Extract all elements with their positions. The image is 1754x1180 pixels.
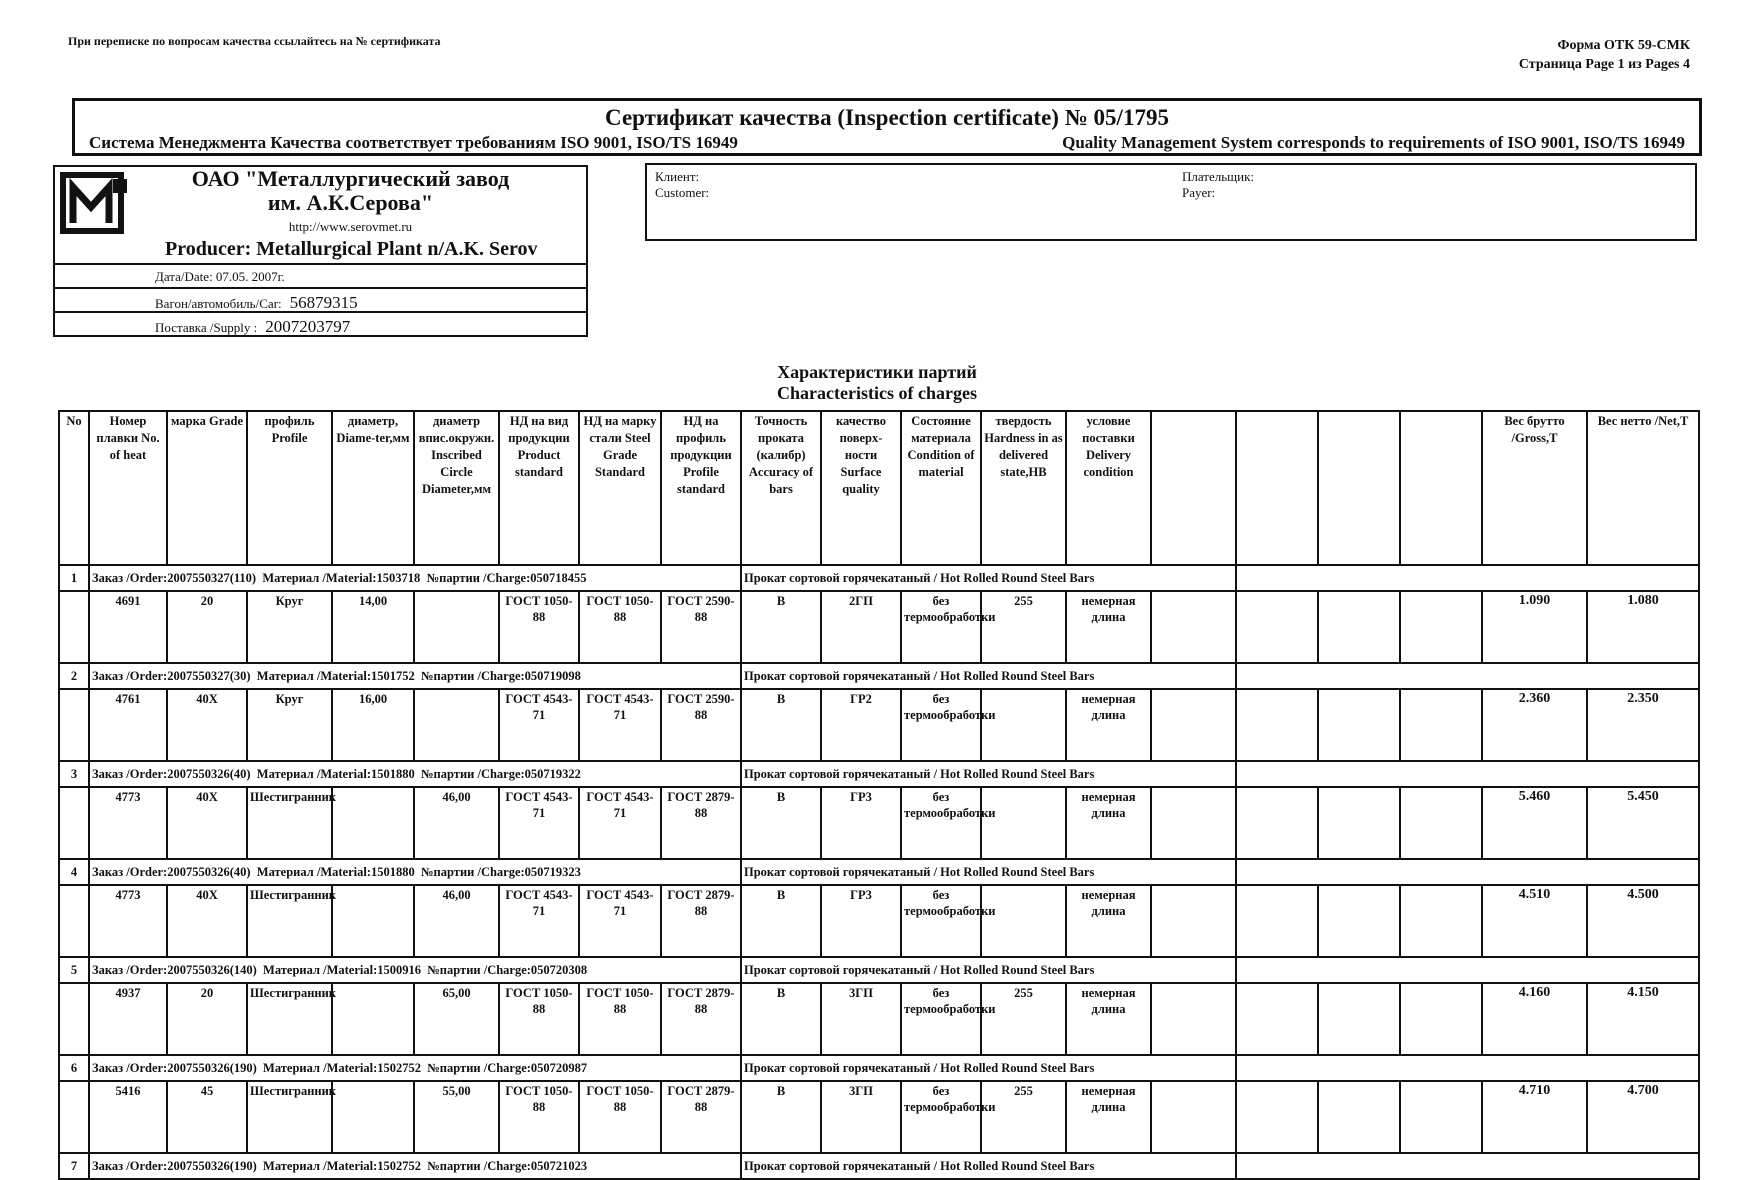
cell-hb	[981, 787, 1066, 859]
cell-prstd: ГОСТ 2879-88	[661, 1081, 741, 1153]
cell-gross: 2.360	[1482, 689, 1587, 761]
supply-value: 2007203797	[265, 317, 351, 336]
supply-label: Поставка /Supply :	[155, 320, 258, 335]
col-heat: Номер плавки No. of heat	[89, 411, 167, 565]
cell-gross: 4.160	[1482, 983, 1587, 1055]
row-number: 1	[59, 565, 89, 591]
cell-grade: 20	[167, 591, 247, 663]
cell-sstd: ГОСТ 4543-71	[579, 689, 661, 761]
col-accuracy: Точность проката (калибр) Accuracy of bars	[741, 411, 821, 565]
table-cell	[1400, 983, 1482, 1055]
date-row	[53, 265, 588, 289]
cell-heat: 4773	[89, 885, 167, 957]
order-row	[59, 859, 1699, 885]
producer-name-en: Producer: Metallurgical Plant n/A.K. Serov	[165, 238, 538, 260]
table-cell	[1400, 1081, 1482, 1153]
cell-heat: 5416	[89, 1081, 167, 1153]
table-row	[59, 983, 1699, 1055]
cell-prstd: ГОСТ 2590-88	[661, 591, 741, 663]
cell-deliv: немерная длина	[1066, 689, 1151, 761]
order-info	[89, 565, 741, 591]
row-number: 2	[59, 663, 89, 689]
order-row	[59, 1055, 1699, 1081]
material-number: Материал /Material:1501752	[256, 668, 415, 683]
cell-surf: ГР3	[821, 885, 901, 957]
table-cell	[1400, 591, 1482, 663]
table-cell	[1236, 689, 1318, 761]
cell-cond: без термообработки	[901, 787, 981, 859]
product-description: Прокат сортовой горячекатаный / Hot Rolled Round Steel Bars	[741, 957, 1236, 983]
col-empty	[1151, 411, 1236, 565]
col-net: Вес нетто /Net,T	[1587, 411, 1699, 565]
table-row	[59, 1081, 1699, 1153]
cell-net: 2.350	[1587, 689, 1699, 761]
table-cell	[1318, 983, 1400, 1055]
order-row-empty	[1236, 1055, 1699, 1081]
table-cell	[59, 983, 89, 1055]
charge-number: №партии /Charge:050718455	[426, 570, 587, 585]
col-profile-std: НД на профиль продукции Profile standard	[661, 411, 741, 565]
order-number: Заказ /Order:2007550326(190)	[92, 1158, 257, 1173]
cell-surf: 2ГП	[821, 591, 901, 663]
table-cell	[1151, 885, 1236, 957]
cell-pstd: ГОСТ 1050-88	[499, 983, 579, 1055]
table-cell	[1318, 591, 1400, 663]
cell-cond: без термообработки	[901, 885, 981, 957]
row-number: 5	[59, 957, 89, 983]
cell-deliv: немерная длина	[1066, 983, 1151, 1055]
cell-diameter	[332, 885, 414, 957]
table-cell	[1236, 983, 1318, 1055]
table-cell	[1400, 787, 1482, 859]
cell-net: 4.150	[1587, 983, 1699, 1055]
table-row	[59, 689, 1699, 761]
table-cell	[59, 591, 89, 663]
car-label: Вагон/автомобиль/Car:	[155, 296, 282, 311]
cell-acc: В	[741, 787, 821, 859]
product-description: Прокат сортовой горячекатаный / Hot Rolled Round Steel Bars	[741, 663, 1236, 689]
cell-grade: 45	[167, 1081, 247, 1153]
cell-diameter	[332, 983, 414, 1055]
order-info	[89, 1055, 741, 1081]
row-number: 3	[59, 761, 89, 787]
cell-acc: В	[741, 689, 821, 761]
cell-hb	[981, 885, 1066, 957]
material-number: Материал /Material:1501880	[256, 766, 415, 781]
table-cell	[1151, 1081, 1236, 1153]
col-steel-std: НД на марку стали Steel Grade Standard	[579, 411, 661, 565]
cell-surf: ГР3	[821, 787, 901, 859]
cell-profile: Шестигранник	[247, 983, 332, 1055]
form-info	[1519, 36, 1690, 74]
cell-grade: 40Х	[167, 885, 247, 957]
product-description: Прокат сортовой горячекатаный / Hot Rolled Round Steel Bars	[741, 859, 1236, 885]
table-cell	[1400, 689, 1482, 761]
col-condition: Состояние материала Condition of material	[901, 411, 981, 565]
table-cell	[1400, 885, 1482, 957]
cell-profile: Шестигранник	[247, 885, 332, 957]
cell-heat: 4937	[89, 983, 167, 1055]
table-cell	[59, 1081, 89, 1153]
table-cell	[1236, 885, 1318, 957]
cell-acc: В	[741, 591, 821, 663]
col-profile: профиль Profile	[247, 411, 332, 565]
row-number: 4	[59, 859, 89, 885]
cell-pstd: ГОСТ 4543-71	[499, 787, 579, 859]
col-delivery: условие поставки Delivery condition	[1066, 411, 1151, 565]
table-cell	[59, 689, 89, 761]
cell-pstd: ГОСТ 1050-88	[499, 1081, 579, 1153]
order-row	[59, 957, 1699, 983]
order-number: Заказ /Order:2007550326(40)	[92, 864, 251, 879]
charge-number: №партии /Charge:050719098	[421, 668, 581, 683]
cell-prstd: ГОСТ 2879-88	[661, 885, 741, 957]
cell-profile: Круг	[247, 591, 332, 663]
product-description: Прокат сортовой горячекатаный / Hot Rolled Round Steel Bars	[741, 1055, 1236, 1081]
col-diameter: диаметр, Diame-ter,мм	[332, 411, 414, 565]
cell-profile: Круг	[247, 689, 332, 761]
order-info	[89, 957, 741, 983]
customer-box	[645, 163, 1697, 241]
product-description: Прокат сортовой горячекатаный / Hot Rolled Round Steel Bars	[741, 1153, 1236, 1179]
characteristics-title: Характеристики партий Characteristics of charges	[777, 362, 977, 403]
cell-hb: 255	[981, 591, 1066, 663]
certificate-title: Сертификат качества (Inspection certificate) № 05/1795	[605, 105, 1169, 130]
col-gross: Вес брутто /Gross,T	[1482, 411, 1587, 565]
cell-diameter	[332, 787, 414, 859]
cell-acc: В	[741, 1081, 821, 1153]
table-cell	[1151, 983, 1236, 1055]
cell-grade: 40Х	[167, 787, 247, 859]
table-cell	[1318, 689, 1400, 761]
col-empty	[1400, 411, 1482, 565]
cell-hb: 255	[981, 983, 1066, 1055]
page-info: Страница Page 1 из Pages 4	[1518, 57, 1690, 72]
producer-url: http://www.serovmet.ru	[288, 219, 413, 234]
cell-diameter: 16,00	[332, 689, 414, 761]
order-info	[89, 761, 741, 787]
cell-net: 5.450	[1587, 787, 1699, 859]
order-info	[89, 859, 741, 885]
order-row	[59, 663, 1699, 689]
cell-heat: 4761	[89, 689, 167, 761]
order-row-empty	[1236, 1153, 1699, 1179]
qms-statement	[89, 133, 1685, 153]
table-cell	[1236, 591, 1318, 663]
car-value: 56879315	[289, 293, 358, 312]
cell-hb	[981, 689, 1066, 761]
col-no: No	[59, 411, 89, 565]
table-row	[59, 787, 1699, 859]
qms-en: Quality Management System corresponds to requirements of ISO 9001, ISO/TS 16949	[1062, 133, 1685, 152]
material-number: Материал /Material:1502752	[263, 1060, 421, 1075]
cell-sstd: ГОСТ 1050-88	[579, 983, 661, 1055]
cell-prstd: ГОСТ 2590-88	[661, 689, 741, 761]
col-inscribed: диаметр впис.окружн. Inscribed Circle Diameter,мм	[414, 411, 499, 565]
cell-pstd: ГОСТ 1050-88	[499, 591, 579, 663]
cell-inscribed	[414, 689, 499, 761]
correspondence-note: При переписке по вопросам качества ссылайтесь на № сертификата	[68, 34, 441, 48]
table-cell	[1236, 787, 1318, 859]
table-row	[59, 591, 1699, 663]
charge-number: №партии /Charge:050720308	[427, 962, 588, 977]
order-row-empty	[1236, 663, 1699, 689]
col-grade: марка Grade	[167, 411, 247, 565]
charge-number: №партии /Charge:050720987	[427, 1060, 588, 1075]
order-info	[89, 663, 741, 689]
cell-profile: Шестигранник	[247, 1081, 332, 1153]
table-cell	[59, 787, 89, 859]
cell-surf: 3ГП	[821, 983, 901, 1055]
cell-diameter	[332, 1081, 414, 1153]
cell-deliv: немерная длина	[1066, 885, 1151, 957]
table-cell	[1318, 885, 1400, 957]
order-row-empty	[1236, 957, 1699, 983]
cell-inscribed: 65,00	[414, 983, 499, 1055]
charge-number: №партии /Charge:050719323	[421, 864, 581, 879]
table-cell	[59, 885, 89, 957]
cell-cond: без термообработки	[901, 983, 981, 1055]
order-number: Заказ /Order:2007550327(110)	[92, 570, 257, 585]
col-product-std: НД на вид продукции Product standard	[499, 411, 579, 565]
car-row	[53, 289, 588, 313]
payer-labels: Плательщик: Payer:	[1182, 169, 1255, 200]
cell-sstd: ГОСТ 1050-88	[579, 591, 661, 663]
order-row	[59, 565, 1699, 591]
table-cell	[1236, 1081, 1318, 1153]
order-info	[89, 1153, 741, 1179]
cell-deliv: немерная длина	[1066, 591, 1151, 663]
cell-deliv: немерная длина	[1066, 787, 1151, 859]
supply-row	[53, 313, 588, 337]
cell-diameter: 14,00	[332, 591, 414, 663]
table-cell	[1151, 689, 1236, 761]
table-row	[59, 885, 1699, 957]
cell-heat: 4773	[89, 787, 167, 859]
cell-prstd: ГОСТ 2879-88	[661, 787, 741, 859]
cell-inscribed	[414, 591, 499, 663]
cell-hb: 255	[981, 1081, 1066, 1153]
col-empty	[1236, 411, 1318, 565]
cell-surf: ГР2	[821, 689, 901, 761]
order-number: Заказ /Order:2007550326(40)	[92, 766, 251, 781]
cell-gross: 1.090	[1482, 591, 1587, 663]
col-empty	[1318, 411, 1400, 565]
material-number: Материал /Material:1501880	[256, 864, 415, 879]
certificate-header	[72, 98, 1702, 156]
producer-box	[53, 165, 588, 265]
cell-net: 4.700	[1587, 1081, 1699, 1153]
cell-inscribed: 46,00	[414, 885, 499, 957]
cell-cond: без термообработки	[901, 1081, 981, 1153]
cell-net: 1.080	[1587, 591, 1699, 663]
order-row-empty	[1236, 565, 1699, 591]
order-row-empty	[1236, 761, 1699, 787]
product-description: Прокат сортовой горячекатаный / Hot Rolled Round Steel Bars	[741, 761, 1236, 787]
cell-sstd: ГОСТ 1050-88	[579, 1081, 661, 1153]
cell-inscribed: 55,00	[414, 1081, 499, 1153]
material-number: Материал /Material:1500916	[263, 962, 421, 977]
table-header	[59, 411, 1699, 565]
cell-acc: В	[741, 983, 821, 1055]
cell-inscribed: 46,00	[414, 787, 499, 859]
customer-labels: Клиент: Customer:	[655, 169, 710, 200]
cell-sstd: ГОСТ 4543-71	[579, 885, 661, 957]
material-number: Материал /Material:1503718	[262, 570, 421, 585]
cell-grade: 20	[167, 983, 247, 1055]
order-row-empty	[1236, 859, 1699, 885]
row-number: 7	[59, 1153, 89, 1179]
plant-logo-icon	[61, 173, 131, 235]
order-row	[59, 761, 1699, 787]
cell-gross: 4.510	[1482, 885, 1587, 957]
cell-sstd: ГОСТ 4543-71	[579, 787, 661, 859]
material-number: Материал /Material:1502752	[263, 1158, 421, 1173]
row-number: 6	[59, 1055, 89, 1081]
charge-number: №партии /Charge:050721023	[427, 1158, 588, 1173]
table-cell	[1318, 787, 1400, 859]
cell-grade: 40Х	[167, 689, 247, 761]
producer-name: ОАО "Металлургический завод им. А.К.Серова"	[191, 166, 510, 215]
cell-cond: без термообработки	[901, 689, 981, 761]
cell-gross: 5.460	[1482, 787, 1587, 859]
date-label: Дата/Date: 07.05. 2007г.	[155, 269, 285, 284]
cell-deliv: немерная длина	[1066, 1081, 1151, 1153]
table-cell	[1151, 591, 1236, 663]
cell-gross: 4.710	[1482, 1081, 1587, 1153]
cell-pstd: ГОСТ 4543-71	[499, 885, 579, 957]
table-cell	[1318, 1081, 1400, 1153]
qms-ru: Система Менеджмента Качества соответствует требованиям ISO 9001, ISO/TS 16949	[89, 133, 738, 152]
cell-cond: без термообработки	[901, 591, 981, 663]
order-number: Заказ /Order:2007550327(30)	[92, 668, 251, 683]
cell-net: 4.500	[1587, 885, 1699, 957]
product-description: Прокат сортовой горячекатаный / Hot Rolled Round Steel Bars	[741, 565, 1236, 591]
cell-heat: 4691	[89, 591, 167, 663]
table-cell	[1151, 787, 1236, 859]
order-number: Заказ /Order:2007550326(140)	[92, 962, 257, 977]
order-number: Заказ /Order:2007550326(190)	[92, 1060, 257, 1075]
cell-profile: Шестигранник	[247, 787, 332, 859]
charges-table	[58, 410, 1700, 1180]
cell-prstd: ГОСТ 2879-88	[661, 983, 741, 1055]
col-surface: качество поверх-ности Surface quality	[821, 411, 901, 565]
cell-acc: В	[741, 885, 821, 957]
cell-surf: 3ГП	[821, 1081, 901, 1153]
form-code: Форма ОТК 59-СМК	[1557, 38, 1690, 53]
order-row	[59, 1153, 1699, 1179]
col-hardness: твердость Hardness in as delivered state,HB	[981, 411, 1066, 565]
charge-number: №партии /Charge:050719322	[421, 766, 581, 781]
cell-pstd: ГОСТ 4543-71	[499, 689, 579, 761]
